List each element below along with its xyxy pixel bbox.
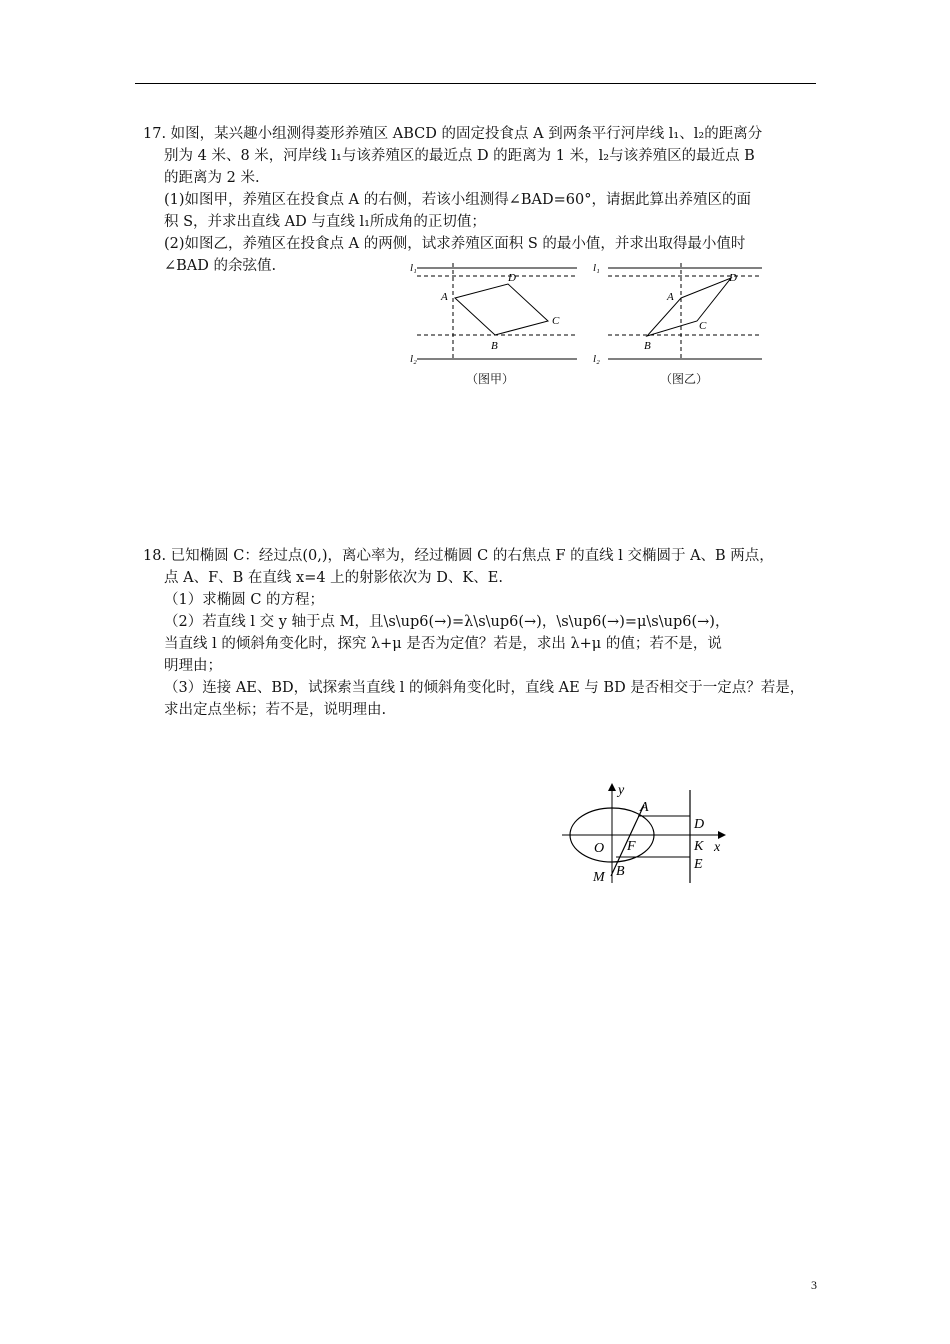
q17-line: 的距离为 2 米.: [164, 170, 260, 186]
q17-line: 积 S，并求出直线 AD 与直线 l₁所成角的正切值；: [164, 214, 486, 230]
label-c: C: [552, 315, 560, 327]
label-o: O: [594, 841, 605, 856]
label-b: B: [644, 340, 651, 352]
ellipse-figure: [560, 778, 740, 888]
q17-line: (1)如图甲，养殖区在投食点 A 的右侧，若该小组测得∠BAD=60°，请据此算出养殖区的面: [164, 192, 751, 208]
q18-line: （3）连接 AE、BD，试探索当直线 l 的倾斜角变化时，直线 AE 与 BD 是否相交于一定点？若是，: [164, 680, 805, 696]
q18-line: 当直线 l 的倾斜角变化时，探究 λ+μ 是否为定值？若是，求出 λ+μ 的值；若不是，说: [164, 636, 722, 652]
q18-line: 求出定点坐标；若不是，说明理由.: [164, 702, 387, 718]
q17-line: (2)如图乙，养殖区在投食点 A 的两侧，试求养殖区面积 S 的最小值，并求出取得最小值时: [164, 236, 746, 252]
label-a: A: [667, 291, 674, 303]
q18-line: 点 A、F、B 在直线 x=4 上的射影依次为 D、K、E.: [164, 570, 503, 586]
label-a: A: [441, 291, 448, 303]
caption-jia: （图甲）: [466, 372, 515, 386]
label-d: D: [508, 272, 516, 284]
label-c: C: [699, 320, 707, 332]
label-l1: l₁: [410, 262, 417, 274]
q17-line: 别为 4 米、8 米，河岸线 l₁与该养殖区的最近点 D 的距离为 1 米，l₂与该养殖区的最近点 B: [164, 148, 755, 164]
figure-jia: [405, 258, 585, 368]
q17-line: 17. 如图，某兴趣小组测得菱形养殖区 ABCD 的固定投食点 A 到两条平行河岸线 l₁、l₂的距离分: [143, 126, 763, 142]
rhombus-abcd: [455, 284, 548, 335]
q18-line: 明理由；: [164, 658, 222, 674]
label-d: D: [729, 272, 737, 284]
label-y: y: [618, 783, 625, 798]
caption-yi: （图乙）: [660, 372, 709, 386]
page-number: 3: [811, 1278, 817, 1292]
figure-yi: [588, 258, 768, 368]
q18-line: 18. 已知椭圆 C：经过点(0,)，离心率为，经过椭圆 C 的右焦点 F 的直线 l 交椭圆于 A、B 两点，: [143, 548, 774, 564]
label-e: E: [694, 857, 703, 872]
label-l2: l₂: [593, 353, 600, 365]
label-b: B: [616, 864, 625, 879]
label-x: x: [714, 840, 721, 855]
header-rule: [135, 83, 816, 84]
label-a: A: [640, 800, 649, 815]
q18-line: （2）若直线 l 交 y 轴于点 M，且\s\up6(→)=λ\s\up6(→)，\s\up6(→)=μ\s\up6(→)，: [164, 614, 730, 630]
q18-line: （1）求椭圆 C 的方程；: [164, 592, 325, 608]
q17-line: ∠BAD 的余弦值.: [164, 258, 277, 274]
label-f: F: [627, 839, 636, 854]
label-d: D: [694, 817, 705, 832]
label-k: K: [694, 839, 704, 854]
rhombus-abcd: [647, 278, 731, 336]
label-b: B: [491, 340, 498, 352]
label-l2: l₂: [410, 353, 417, 365]
label-l1: l₁: [593, 262, 600, 274]
label-m: M: [593, 870, 605, 885]
